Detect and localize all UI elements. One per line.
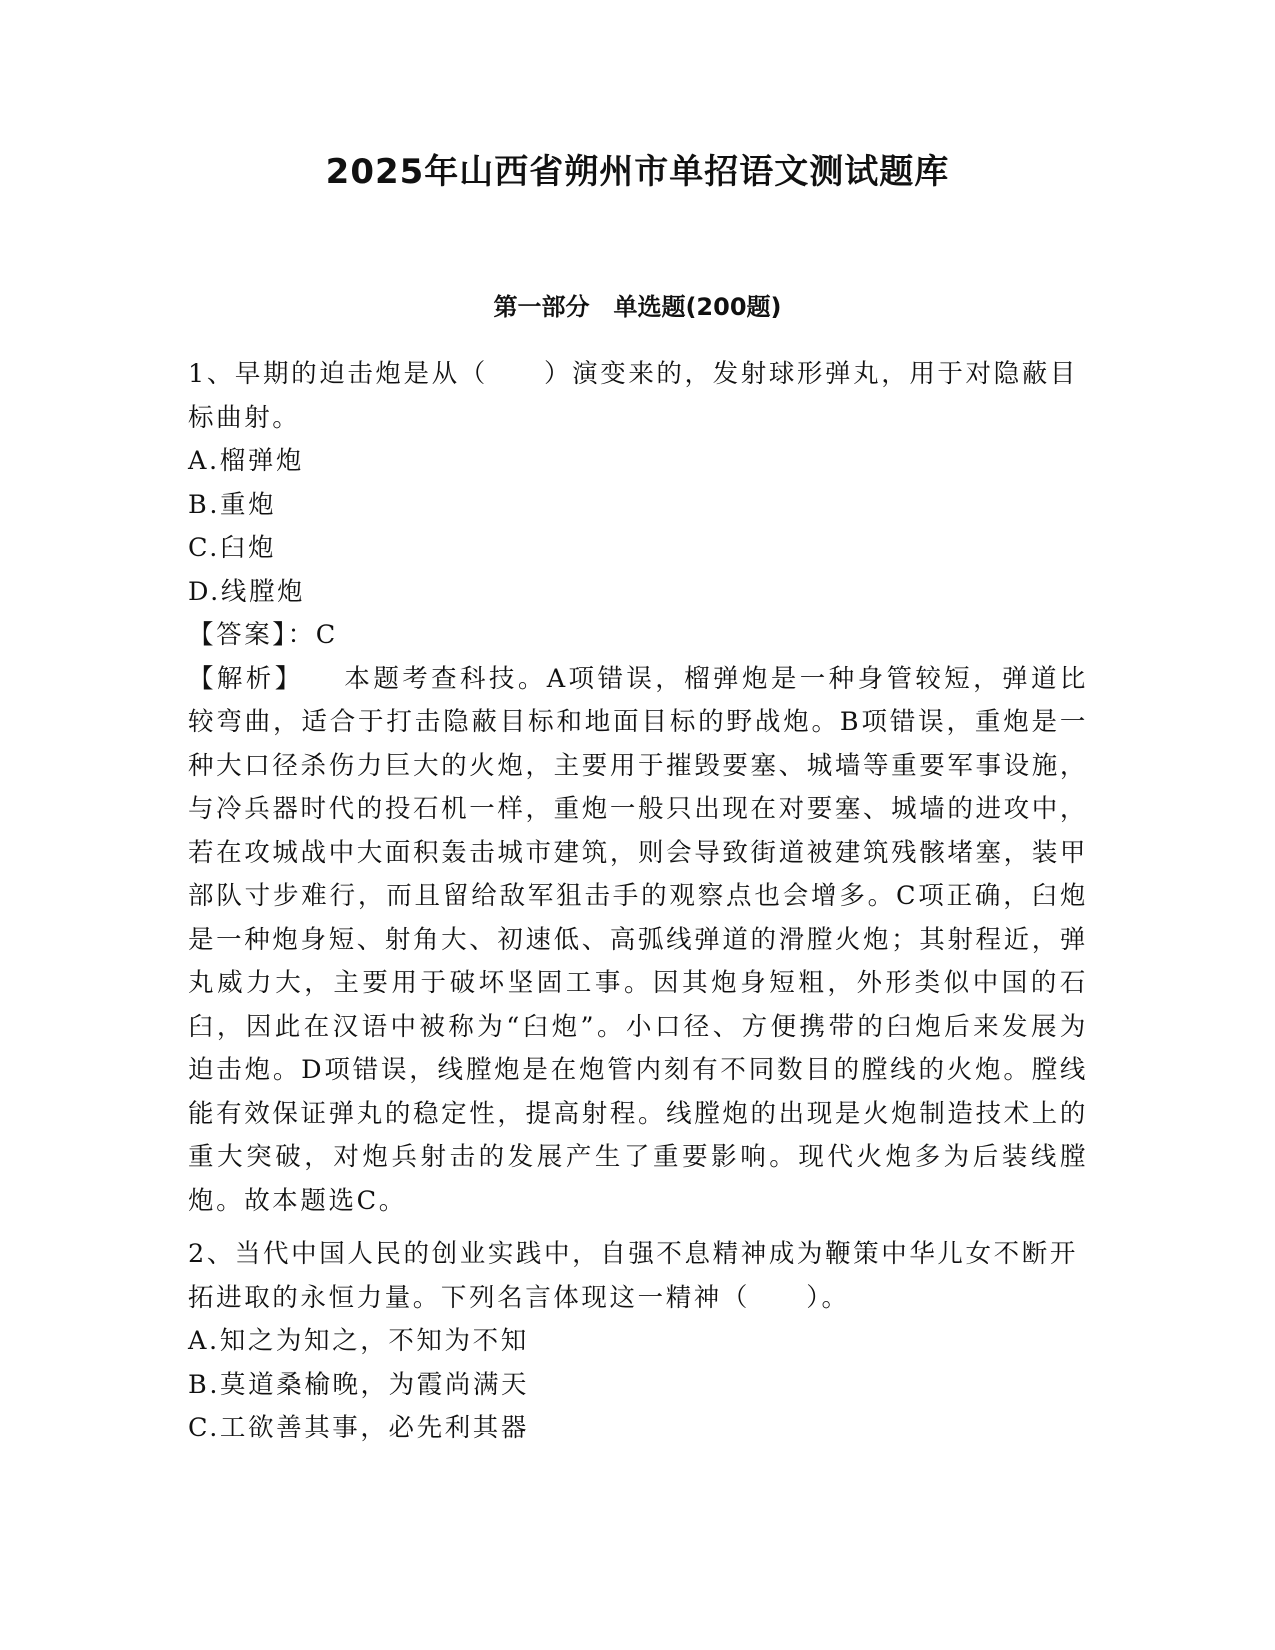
analysis-text: 本题考查科技。A项错误，榴弹炮是一种身管较短，弹道比较弯曲，适合于打击隐蔽目标和地面目标的野战炮。B项错误，重炮是一种大口径杀伤力巨大的火炮，主要用于摧毁要塞、城墙等重要军事设施，与冷兵器时代的投石机一样，重炮一般只出现在对要塞、城墙的进攻中，若在攻城战中大面积轰击城市建筑，则会导致街道被建筑残骸堵塞，装甲部队寸步难行，而且留给敌军狙击手的观察点也会增多。C项正确，臼炮是一种炮身短、射角大、初速低、高弧线弹道的滑膛火炮；其射程近，弹丸威力大，主要用于破坏坚固工事。因其炮身短粗，外形类似中国的石臼，因此在汉语中被称为“臼炮”。小口径、方便携带的臼炮后来发展为迫击炮。D项错误，线膛炮是在炮管内刻有不同数目的膛线的火炮。膛线能有效保证弹丸的稳定性，提高射程。线膛炮的出现是火炮制造技术上的重大突破，对炮兵射击的发展产生了重要影响。现代火炮多为后装线膛炮。故本题选C。	[188, 663, 1088, 1216]
question-stem: 1、早期的迫击炮是从（ ）演变来的，发射球形弹丸，用于对隐蔽目标曲射。	[188, 359, 1078, 433]
option-a: A.榴弹炮	[188, 446, 305, 476]
analysis-label: 【解析】	[188, 663, 304, 694]
option-c: C.臼炮	[188, 533, 277, 563]
option-a: A.知之为知之，不知为不知	[188, 1326, 529, 1356]
question-stem: 2、当代中国人民的创业实践中，自强不息精神成为鞭策中华儿女不断开拓进取的永恒力量。下列名言体现这一精神（ ）。	[188, 1239, 1078, 1313]
question-item	[188, 353, 1088, 1223]
question-list	[188, 353, 1088, 1461]
document-title: 2025年山西省朔州市单招语文测试题库	[325, 152, 950, 192]
answer-label: 【答案】	[188, 620, 288, 650]
answer-line	[188, 614, 1088, 658]
answer-value: ：C	[287, 620, 338, 650]
analysis-paragraph	[188, 658, 1088, 1224]
option-d: D.线膛炮	[188, 576, 306, 607]
section-heading: 第一部分 单选题(200题)	[493, 293, 782, 321]
option-b: B.重炮	[188, 489, 277, 520]
question-item	[188, 1233, 1088, 1451]
option-c: C.工欲善其事，必先利其器	[188, 1413, 530, 1443]
option-b: B.莫道桑榆晚，为霞尚满天	[188, 1369, 530, 1400]
